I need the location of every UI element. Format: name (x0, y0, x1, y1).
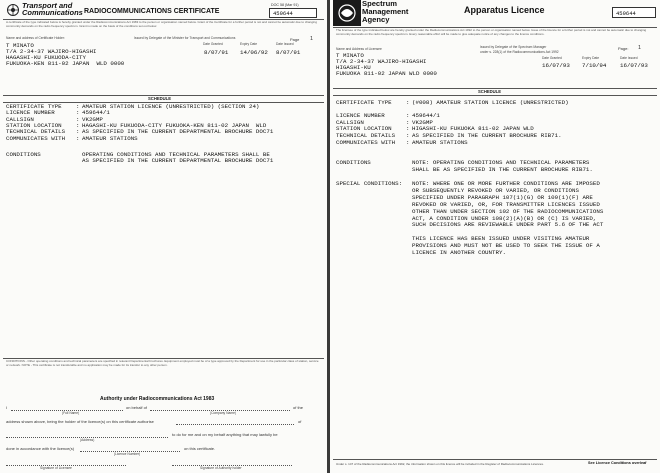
conditions-line-2: AS SPECIFIED IN THE CURRENT DEPARTMENTAL BROCHURE DOC71 (82, 157, 274, 164)
schedule-colon: : (76, 115, 80, 123)
intro-text: The licensee of the type indicated below are hereby granted under the Radiocommunications Act 1992 to the person or organisation named below. Issue of the licence for a further period is not and cannot be automatic due to changing community demands on the radio frequency spectrum. Every reasonable effort will be made to give adequate notice of any changes to the licence conditions. (336, 29, 647, 36)
schedule-value: AMATEUR STATIONS (412, 138, 468, 146)
schedule-value: HIGASHI-KU FUKUOKA 811-02 JAPAN WLD (412, 125, 534, 133)
schedule-label: STATION LOCATION (336, 125, 392, 133)
schedule-value: VK2GMP (412, 118, 433, 126)
agency-name: Spectrum Management Agency (362, 0, 409, 24)
schedule-value: HAGASHI-KU FUKUODA-CITY FUKUOKA-KEN 811-02 JAPAN WLD (82, 121, 267, 129)
schedule-colon: : (406, 118, 410, 126)
footer-register-text: Under s. 147 of the Radiocommunications Act 1992, the information shown on this licence will be included in the Register of Radiocommunications Licences. (336, 462, 544, 466)
holder-line-3: HIGASHI-KU (336, 64, 371, 71)
auth-prefix: I (6, 405, 8, 410)
conditions-line-1: NOTE: OPERATING CONDITIONS AND TECHNICAL PARAMETERS (412, 159, 590, 166)
date-granted-label: Date Granted (542, 56, 562, 60)
page-number: 1 (310, 36, 314, 42)
auth-of: of (298, 419, 302, 424)
special-condition-line: PROVISIONS AND MUST NOT BE USED TO SEEK THE ISSUE OF A (412, 242, 600, 250)
schedule-colon: : (76, 121, 80, 129)
schedule-value: (#008) AMATEUR STATION LICENCE (UNRESTRICTED) (412, 99, 569, 106)
auth-licence-text: done in accordance with the licence(s) (6, 446, 75, 451)
page-number: 1 (638, 45, 642, 51)
conditions-label: CONDITIONS (336, 159, 371, 166)
schedule-label: COMMUNICATES WITH (336, 138, 396, 146)
date-issued: 16/07/93 (620, 62, 648, 69)
holder-line-4: FUKUOKA-KEN 811-02 JAPAN WLD 0000 (6, 60, 125, 67)
holder-line-1: T MINATO (6, 42, 34, 49)
date-granted: 8/07/91 (204, 49, 229, 56)
schedule-value: 459644/1 (412, 112, 440, 120)
schedule-label: LICENCE NUMBER (336, 112, 385, 120)
schedule-colon: : (76, 134, 80, 142)
conditions-label: CONDITIONS (6, 151, 41, 158)
special-condition-line: NOTE: WHERE ONE OR MORE FURTHER CONDITIONS ARE IMPOSED (412, 180, 600, 187)
schedule-colon: : (406, 99, 410, 106)
special-conditions-label: SPECIAL CONDITIONS: (336, 180, 403, 187)
schedule-colon: : (76, 128, 80, 136)
doc-number-box (269, 8, 317, 18)
apparatus-licence (330, 0, 660, 473)
crest-logo (4, 3, 22, 17)
schedule-value: VK2GMP (82, 115, 103, 123)
schedule-label: COMMUNICATES WITH (6, 134, 66, 142)
schedule-label: CERTIFICATE TYPE (336, 99, 392, 106)
holder-label: Name and address of Certificate Holder: (6, 36, 65, 40)
schedule-label: CALLSIGN (336, 118, 364, 126)
auth-certificate-text: on this certificate. (184, 446, 216, 451)
schedule-heading: SCHEDULE (148, 96, 172, 101)
schedule-heading: SCHEDULE (478, 89, 502, 94)
certificate-title: RADIOCOMMUNICATIONS CERTIFICATE (84, 8, 220, 15)
schedule-value: AS SPECIFIED IN THE CURRENT DEPARTMENTAL BROCHURE DOC71 (82, 128, 274, 136)
schedule-label: TECHNICAL DETAILS (6, 128, 66, 136)
conditions-line-2: SHALL BE AS SPECIFIED IN THE CURRENT BROCHURE RIB71. (412, 166, 593, 173)
expiry-date: 7/10/94 (582, 62, 607, 69)
holder-line-3: HAGASHI-KU FUKUODA-CITY (6, 54, 87, 61)
page-label: Page (290, 37, 300, 42)
special-condition-line: SUCH DECISIONS ARE REVIEWABLE UNDER PART 5.6 OF THE ACT (412, 221, 604, 229)
schedule-value: AMATEUR STATION LICENCE (UNRESTRICTED) (SECTION 24) (82, 103, 260, 110)
auth-of-the: of the (293, 405, 304, 410)
doc-number: 459644 (616, 9, 636, 17)
date-issued: 8/07/91 (276, 49, 301, 56)
holder-line-2: T/A 2-34-37 WAJIRO-HIGASHI (6, 48, 97, 55)
footer-overleaf: See Licence Conditions overleaf (588, 461, 647, 465)
special-condition-line: SPECIFIED UNDER PARAGRAPH 107(1)(G) OR 109(1)(F) ARE (412, 193, 593, 201)
footer-conditions-text: CONDITIONS - Other operating conditions and technical parameters are specified in relevant Departmental brochures. Equipment employed must be of a type approved by the Department for use in the particular class of station, service or network. NOTE - This certificate is not transferable and no application may be made for its transfer to any other person. (6, 360, 319, 367)
schedule-colon: : (76, 109, 80, 117)
agency-logo-block (333, 0, 361, 26)
intro-text: A certificate of the type indicated below is hereby granted under the Radiocommunications Act 1983 to the person or organisation named below. Grant of the Certificate for a further period is not and cannot be automatic due to changing community demands on the radio frequency spectrum. Grant is made on the basis of the conditions set out below. (6, 21, 318, 28)
holder-line-2: T/A 2-34-37 WAJIRO-HIGASHI (336, 58, 427, 65)
licence-title: Apparatus Licence (464, 5, 545, 15)
holder-line-1: T MINATO (336, 52, 364, 59)
date-granted: 16/07/93 (542, 62, 570, 69)
licensee-signature-label: Signature of Licensee (40, 466, 72, 470)
date-issued-label: Date Issued (276, 42, 294, 46)
conditions-line-1: OPERATING CONDITIONS AND TECHNICAL PARAMETERS SHALL BE (82, 151, 270, 158)
schedule-value: AMATEUR STATIONS (82, 134, 138, 142)
full-name-label: (Full Name) (62, 411, 80, 415)
doc-number: 459644 (273, 10, 293, 17)
authority-heading: Authority under Radiocommunications Act 1983 (100, 396, 215, 402)
schedule-value: 459644/1 (82, 109, 110, 117)
licence-number-label: (Licence Number) (114, 452, 141, 456)
schedule-label: TECHNICAL DETAILS (336, 132, 396, 139)
schedule-label: CALLSIGN (6, 115, 34, 123)
schedule-colon: : (406, 138, 410, 146)
special-condition-line: THIS LICENCE HAS BEEN ISSUED UNDER VISITING AMATEUR (412, 235, 590, 243)
address-label: (Address) (80, 438, 95, 442)
auth-behalf-text: to do for me and on my behalf anything that may lawfully be (172, 432, 278, 437)
schedule-colon: : (406, 132, 410, 139)
agency-emblem-icon (333, 0, 361, 26)
authorised-name-field[interactable] (176, 424, 294, 425)
expiry-date-label: Expiry Date (582, 56, 600, 60)
page-label: Page: (618, 46, 629, 51)
doc-number-box (612, 7, 656, 18)
schedule-colon: : (76, 103, 80, 110)
special-condition-line: REVOKED OR VARIED, OR, FOR TRANSMITTER LICENCES ISSUED (412, 200, 600, 208)
radiocommunications-certificate (0, 0, 327, 473)
special-condition-line: ACT, A CONDITION UNDER 108(2)(A)(B) OR (C) IS VARIED, (412, 214, 597, 222)
schedule-colon: : (406, 112, 410, 120)
holder-line-4: FUKUOKA 811-02 JAPAN WLD 0000 (336, 70, 437, 77)
expiry-date: 14/06/92 (240, 49, 268, 56)
company-name-label: (Company Name) (210, 411, 237, 415)
schedule-colon: : (406, 125, 410, 133)
auth-address-text: address shown above, being the holder of the licence(s) on this certificate authorise (6, 419, 154, 424)
issued-by-label: Issued by Delegate of the Spectrum Manager (480, 45, 547, 49)
special-condition-line: OR SUBSEQUENTLY REVOKED OR VARIED, OR CONDITIONS (412, 186, 579, 194)
schedule-label: CERTIFICATE TYPE (6, 103, 62, 110)
expiry-date-label: Expiry Date (240, 42, 258, 46)
form-reference: DOC 58 (Mar 91) (271, 3, 299, 7)
department-logo-text: Transport and Communications (22, 1, 83, 17)
date-granted-label: Date Granted (203, 42, 223, 46)
authority-signature-label: Signature of Authority holder (200, 466, 242, 470)
special-condition-line: OTHER THAN UNDER SECTION 102 OF THE RADIOCOMMUNICATIONS (412, 207, 604, 215)
schedule-label: STATION LOCATION (6, 121, 62, 129)
special-condition-line: LICENCE IN ANOTHER COUNTRY. (412, 249, 506, 256)
issued-by-label-2: under s. 228(1) of the Radiocommunications Act 1992 (480, 50, 559, 54)
schedule-value: AS SPECIFIED IN THE CURRENT BROCHURE RIB71. (412, 132, 562, 139)
licensee-label: Name and Address of Licensee (336, 47, 382, 51)
issued-by-label: Issued by Delegate of the Minister for Transport and Communications (134, 36, 236, 40)
date-issued-label: Date Issued (620, 56, 638, 60)
schedule-label: LICENCE NUMBER (6, 109, 55, 117)
auth-on-behalf: on behalf of (126, 405, 147, 410)
